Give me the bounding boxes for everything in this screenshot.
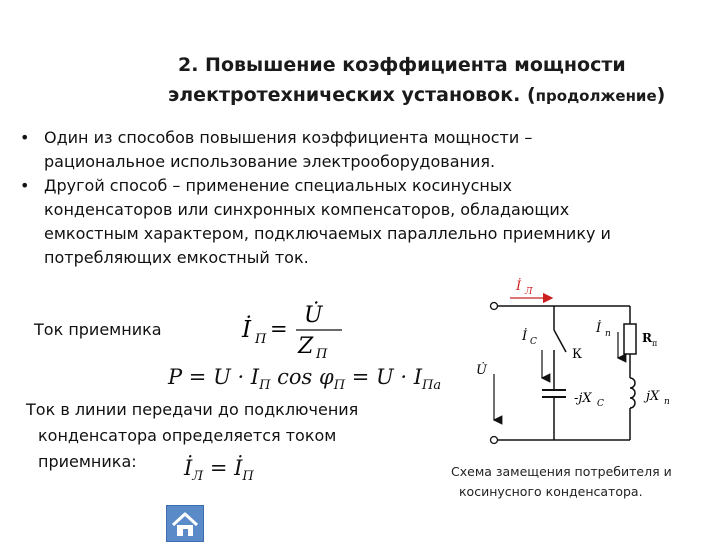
bottom-terminal bbox=[491, 437, 498, 444]
resistance-sub: п bbox=[652, 339, 658, 348]
bullet-line: емкостным характером, подключаемых параллельно приемнику и bbox=[44, 224, 611, 243]
circuit-caption-line: косинусного конденсатора. bbox=[459, 484, 643, 499]
home-icon bbox=[167, 506, 203, 541]
line-current-rhs-sub: П bbox=[242, 469, 254, 485]
bullet-line: Один из способов повышения коэффициента мощности – bbox=[44, 128, 533, 147]
inductive-reactance-label: jX bbox=[646, 389, 660, 404]
receiver-current-formula bbox=[238, 298, 348, 360]
line-current-formula bbox=[184, 456, 254, 484]
slide-title-main: электротехнических установок. ( bbox=[168, 84, 536, 106]
receiver-current-label: Ток приемника bbox=[34, 320, 162, 339]
formula-numerator: U̇ bbox=[304, 303, 323, 328]
line-current-text-line: конденсатора определяется током bbox=[38, 426, 337, 445]
formula-lhs: İ bbox=[242, 317, 252, 343]
capacitor-reactance-label: -jX bbox=[574, 391, 592, 406]
line-current-lhs: İ bbox=[184, 456, 193, 480]
power-formula-part: cos φ bbox=[270, 365, 334, 389]
capacitor-current-sub: С bbox=[530, 337, 537, 347]
bullet-line: конденсаторов или синхронных компенсаторов, обладающих bbox=[44, 200, 570, 219]
bullet-line: рациональное использование электрооборудования. bbox=[44, 152, 496, 171]
line-current-lhs-sub: Л bbox=[192, 469, 204, 485]
inductor bbox=[630, 378, 635, 408]
capacitor-reactance-sub: C bbox=[597, 399, 604, 409]
bullet-line: Другой способ – применение специальных косинусных bbox=[44, 176, 512, 195]
bullet-item bbox=[20, 126, 700, 174]
bullet-item bbox=[20, 174, 700, 270]
slide-title-line-1: 2. Повышение коэффициента мощности bbox=[178, 54, 626, 76]
home-button[interactable] bbox=[166, 505, 204, 542]
top-terminal bbox=[491, 303, 498, 310]
switch-label: К bbox=[572, 347, 583, 362]
power-formula-sub: П bbox=[259, 378, 271, 394]
line-current-rhs: İ bbox=[234, 456, 243, 480]
line-current-text-line: Ток в линии передачи до подключения bbox=[26, 400, 359, 419]
power-formula-part: P = U · I bbox=[168, 365, 260, 389]
power-formula-sub: Па bbox=[422, 378, 442, 394]
circuit-caption-line: Схема замещения потребителя и bbox=[451, 464, 672, 479]
slide-title-line-2 bbox=[168, 82, 665, 110]
bullet-marker: • bbox=[20, 128, 30, 147]
power-formula-sub: П bbox=[333, 378, 346, 394]
load-current-label: İ bbox=[596, 321, 602, 336]
line-current-sub: Л bbox=[525, 287, 533, 297]
bullet-line: потребляющих емкостный ток. bbox=[44, 248, 309, 267]
power-formula bbox=[168, 365, 441, 393]
formula-lhs-sub: П bbox=[255, 332, 267, 347]
slide-title-close: ) bbox=[656, 84, 666, 106]
formula-denominator-sub: П bbox=[316, 347, 328, 360]
load-current-sub: п bbox=[605, 329, 611, 339]
formula-equals: = bbox=[270, 317, 288, 341]
slide-title-continued: продолжение bbox=[535, 87, 657, 105]
power-formula-part: = U · I bbox=[345, 365, 423, 389]
inductive-reactance-sub: п bbox=[664, 397, 670, 407]
line-current-text-line: приемника: bbox=[38, 452, 137, 471]
capacitor-current-label: İ bbox=[522, 329, 528, 344]
bullet-marker: • bbox=[20, 176, 30, 195]
switch-blade bbox=[554, 330, 566, 352]
bullet-list bbox=[20, 126, 700, 270]
voltage-label: U̇ bbox=[476, 363, 487, 378]
line-current-label: İ bbox=[516, 279, 522, 294]
line-current-equals: = bbox=[203, 456, 235, 480]
resistance-label: R bbox=[642, 331, 652, 345]
formula-denominator: Z bbox=[298, 334, 314, 359]
resistor bbox=[624, 324, 636, 354]
equivalent-circuit-diagram bbox=[470, 270, 710, 450]
